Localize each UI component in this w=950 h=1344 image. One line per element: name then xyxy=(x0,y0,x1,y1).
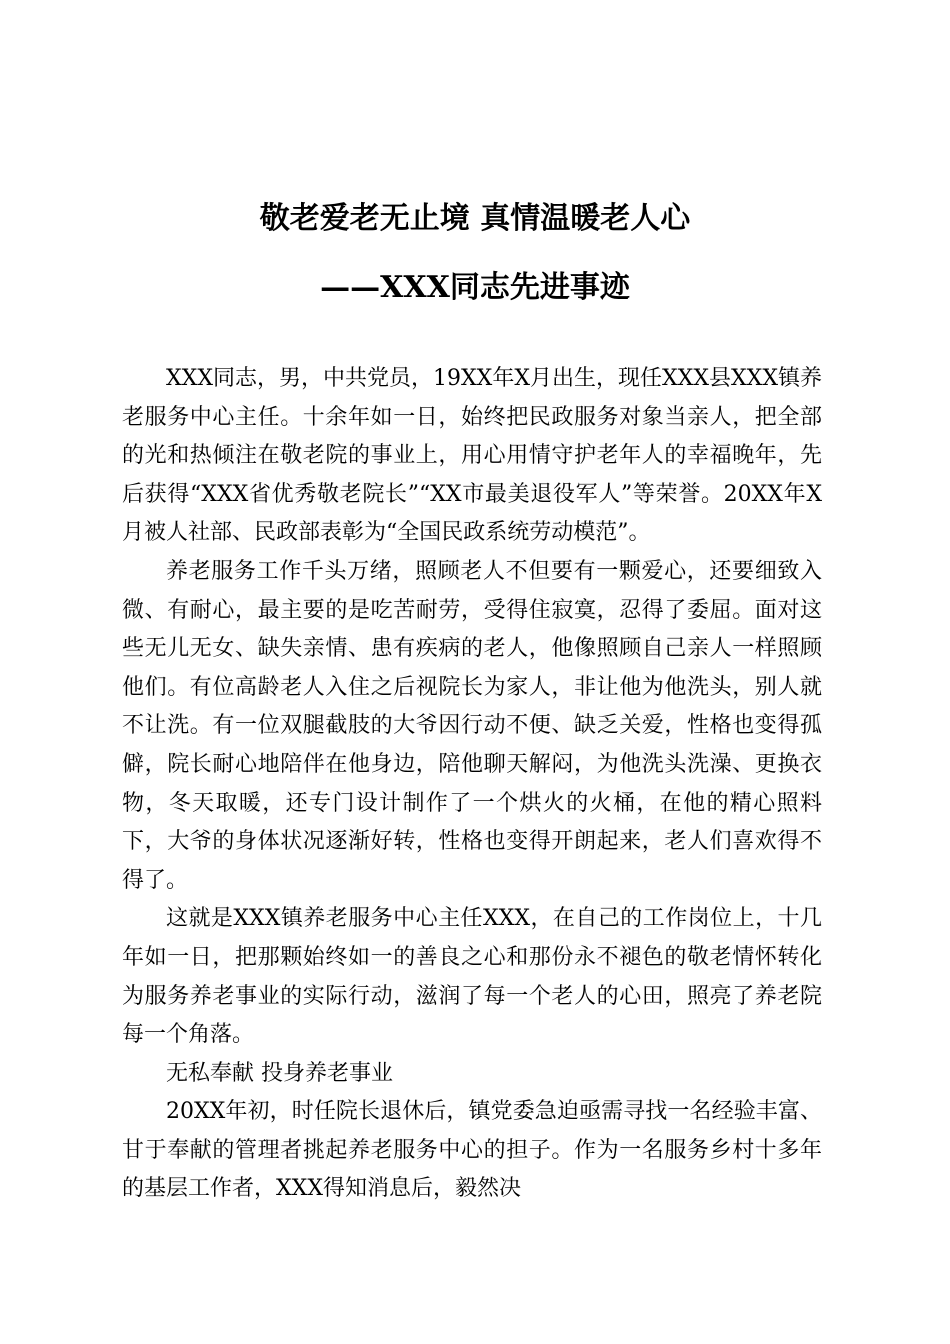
document-body xyxy=(122,360,822,1209)
paragraph-intro: XXX同志，男，中共党员，19XX年X月出生，现任XXX县XXX镇养老服务中心主任。十余年如一日，始终把民政服务对象当亲人，把全部的光和热倾注在敬老院的事业上，用心用情守护老年人的幸福晚年，先后获得“XXX省优秀敬老院长”“XX市最美退役军人”等荣誉。20XX年X月被人社部、民政部表彰为“全国民政系统劳动模范”。 xyxy=(122,366,822,546)
paragraph-care: 养老服务工作千头万绪，照顾老人不但要有一颗爱心，还要细致入微、有耐心，最主要的是吃苦耐劳，受得住寂寞，忍得了委屈。面对这些无儿无女、缺失亲情、患有疾病的老人，他像照顾自己亲人一样照顾他们。有位高龄老人入住之后视院长为家人，非让他为他洗头，别人就不让洗。有一位双腿截肢的大爷因行动不便、缺乏关爱，性格也变得孤僻，院长耐心地陪伴在他身边，陪他聊天解闷，为他洗头洗澡、更换衣物，冬天取暖，还专门设计制作了一个烘火的火桶，在他的精心照料下，大爷的身体状况逐渐好转，性格也变得开朗起来，老人们喜欢得不得了。 xyxy=(122,558,822,893)
paragraph-summary: 这就是XXX镇养老服务中心主任XXX，在自己的工作岗位上，十几年如一日，把那颗始终如一的善良之心和那份永不褪色的敬老情怀转化为服务养老事业的实际行动，滋润了每一个老人的心田，照亮了养老院每一个角落。 xyxy=(122,906,822,1048)
document-subtitle: ——XXX同志先进事迹 xyxy=(320,270,630,305)
paragraph-dedication: 20XX年初，时任院长退休后，镇党委急迫亟需寻找一名经验丰富、甘于奉献的管理者挑起养老服务中心的担子。作为一名服务乡村十多年的基层工作者，XXX得知消息后，毅然决 xyxy=(122,1099,822,1202)
section-heading: 无私奉献 投身养老事业 xyxy=(166,1060,393,1086)
document-title: 敬老爱老无止境 真情温暖老人心 xyxy=(259,201,691,236)
